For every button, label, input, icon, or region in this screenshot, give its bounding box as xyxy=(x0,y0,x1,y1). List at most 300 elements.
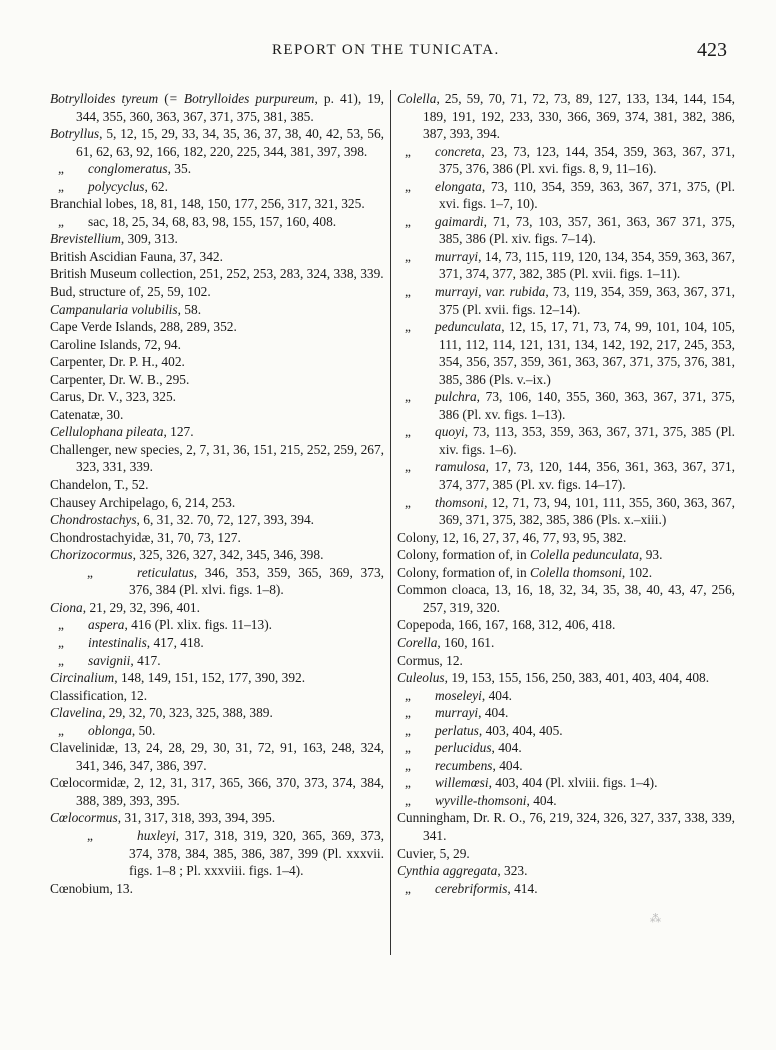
entry-references: 12. xyxy=(446,652,463,668)
index-entry xyxy=(50,599,384,617)
ditto-mark: „ xyxy=(405,792,411,808)
index-entry xyxy=(50,739,384,774)
entry-references: 18, 81, 148, 150, 177, 256, 317, 321, 325. xyxy=(140,196,365,212)
index-entry xyxy=(50,774,384,809)
entry-separator: , xyxy=(146,634,154,650)
entry-references: 58. xyxy=(184,301,202,317)
entry-references: 5, 12, 15, 29, 33, 34, 35, 36, 37, 38, 40, 42, 53, 56, 61, 62, 63, 92, 166, 182, 220, 225, 344, 381, 397, 398. xyxy=(76,126,384,159)
index-entry xyxy=(50,880,384,898)
entry-separator: , xyxy=(507,880,515,896)
entry-references: 160, 161. xyxy=(444,634,495,650)
entry-heading: Bud, structure of xyxy=(50,284,141,300)
entry-references: 19, 153, 155, 156, 250, 383, 401, 403, 404, 408. xyxy=(451,670,710,686)
entry-references: 30. xyxy=(106,406,124,422)
ditto-mark: „ xyxy=(405,284,411,300)
index-entry xyxy=(397,739,735,757)
index-entry xyxy=(50,406,384,424)
entry-heading: Culeolus xyxy=(397,670,445,686)
index-entry xyxy=(50,178,384,196)
entry-references: 323, 325. xyxy=(125,389,176,405)
entry-heading: savignii xyxy=(88,652,131,668)
index-entry xyxy=(50,301,384,319)
entry-separator: , xyxy=(488,775,496,791)
entry-heading: oblonga xyxy=(88,722,132,738)
entry-heading: Ciona xyxy=(50,599,83,615)
index-entry xyxy=(50,353,384,371)
index-entry xyxy=(397,774,735,792)
entry-separator: , xyxy=(132,547,140,563)
page-number: 423 xyxy=(697,39,727,61)
entry-heading: Cœnobium xyxy=(50,880,110,896)
entry-separator: , xyxy=(484,494,492,510)
entry-references: 346, 353, 359, 365, 369, 373, 376, 384 (Pl. xlvi. figs. 1–8). xyxy=(129,564,384,598)
entry-heading: Carpenter, Dr. P. H. xyxy=(50,354,155,370)
entry-heading: Corella xyxy=(397,634,438,650)
entry-separator: , xyxy=(99,126,107,142)
index-column-right xyxy=(397,90,735,897)
index-entry xyxy=(50,213,384,231)
entry-references: 52. xyxy=(131,477,149,493)
entry-references: 35. xyxy=(174,161,192,177)
entry-heading: Chausey Archipelago xyxy=(50,494,165,510)
index-entry xyxy=(397,616,735,634)
ditto-mark: „ xyxy=(405,740,411,756)
index-entry xyxy=(397,178,735,213)
index-entry xyxy=(50,441,384,476)
entry-references: 148, 149, 151, 152, 177, 390, 392. xyxy=(120,670,306,686)
entry-references: 402. xyxy=(161,354,185,370)
entry-heading: conglomeratus xyxy=(88,161,168,177)
entry-separator: , xyxy=(491,740,499,756)
index-entry xyxy=(50,388,384,406)
ditto-mark: „ xyxy=(405,213,411,229)
ditto-mark: „ xyxy=(58,213,64,229)
entry-separator: , xyxy=(137,336,145,352)
index-entry xyxy=(50,423,384,441)
entry-references: 166, 167, 168, 312, 406, 418. xyxy=(458,617,616,633)
entry-tail: , 93. xyxy=(639,547,663,563)
entry-separator: , xyxy=(144,178,152,194)
entry-separator: , xyxy=(167,161,175,177)
index-entry xyxy=(397,704,735,722)
running-title: REPORT ON THE TUNICATA. xyxy=(272,42,500,58)
index-entry xyxy=(397,213,735,248)
entry-references: 404. xyxy=(484,705,509,721)
entry-references: 18, 25, 34, 68, 83, 98, 155, 157, 160, 408. xyxy=(111,213,337,229)
index-entry xyxy=(50,546,384,564)
index-entry xyxy=(397,652,735,670)
entry-references: 2, 12, 31, 317, 365, 366, 370, 373, 374, 384, 388, 389, 393, 395. xyxy=(76,775,384,808)
entry-references: 414. xyxy=(514,880,538,896)
entry-separator: , xyxy=(82,599,90,615)
entry-heading: Chorizocormus xyxy=(50,547,133,563)
entry-heading: Cellulophana pileata xyxy=(50,424,164,440)
index-entry xyxy=(50,634,384,652)
entry-references: 31, 70, 73, 127. xyxy=(157,529,241,545)
ditto-mark: „ xyxy=(405,248,411,264)
entry-references: 309, 313. xyxy=(127,231,178,247)
index-entry xyxy=(397,687,735,705)
entry-heading: cerebriformis xyxy=(435,880,508,896)
index-entry xyxy=(50,371,384,389)
entry-heading: moseleyi xyxy=(435,687,482,703)
paper-speck: ⁂ xyxy=(650,913,661,925)
entry-references: 5, 29. xyxy=(439,845,470,861)
index-entry xyxy=(397,283,735,318)
entry-heading: Copepoda xyxy=(397,617,452,633)
entry-heading: Cynthia aggregata xyxy=(397,863,498,879)
entry-separator: , xyxy=(478,705,485,721)
entry-references: 25, 59, 70, 71, 72, 73, 89, 127, 133, 134, 144, 154, 189, 191, 192, 233, 330, 366, 369, 374, 381, 382, 386, 387, 393, 394. xyxy=(423,91,735,142)
entry-references: 325, 326, 327, 342, 345, 346, 398. xyxy=(139,547,324,563)
entry-heading: Carpenter, Dr. W. B. xyxy=(50,371,160,387)
entry-references: 404. xyxy=(488,687,512,703)
index-entry xyxy=(397,809,735,844)
index-entry xyxy=(397,564,735,582)
entry-separator: , xyxy=(478,248,485,264)
entry-heading: pedunculata xyxy=(435,319,502,335)
index-entry xyxy=(397,318,735,388)
index-entry xyxy=(50,318,384,336)
entry-references: 29, 32, 70, 323, 325, 388, 389. xyxy=(108,705,273,721)
index-entry xyxy=(397,722,735,740)
ditto-mark: „ xyxy=(58,161,64,177)
entry-heading: murrayi, var. rubida xyxy=(435,284,546,300)
entry-heading: elongata xyxy=(435,178,482,194)
index-entry xyxy=(397,143,735,178)
entry-heading: perlatus xyxy=(435,722,479,738)
entry-references: 12, 15, 17, 71, 73, 74, 99, 101, 104, 105, 111, 112, 114, 121, 131, 134, 142, 192, 217, 245, 353, 354, 356, 357, 359, 361, 363, 367, 371, 375, 376, 381, 385, 386 (Pls. v.–ix.) xyxy=(439,319,735,387)
entry-separator: , xyxy=(99,406,107,422)
entry-references: 403, 404 (Pl. xlviii. figs. 1–4). xyxy=(495,775,658,791)
entry-references: Colella pedunculata xyxy=(530,547,640,563)
entry-heading: British Museum collection xyxy=(50,266,193,282)
entry-heading: concreta xyxy=(435,143,482,159)
entry-separator: , xyxy=(437,634,445,650)
entry-heading: willemœsi xyxy=(435,775,489,791)
entry-heading: Brevistellium xyxy=(50,231,121,247)
entry-heading: reticulatus xyxy=(137,564,194,580)
entry-references: 76, 219, 324, 326, 327, 337, 338, 339, 341. xyxy=(423,810,735,843)
entry-heading: Caroline Islands xyxy=(50,336,138,352)
index-entry xyxy=(50,248,384,266)
entry-heading: Cœlocormus xyxy=(50,810,118,826)
ditto-mark: „ xyxy=(405,459,411,475)
ditto-mark: „ xyxy=(58,652,64,668)
entry-separator: , xyxy=(478,722,486,738)
entry-separator: , xyxy=(177,301,185,317)
entry-references: 417. xyxy=(137,652,161,668)
index-entry xyxy=(397,845,735,863)
entry-separator: , xyxy=(501,319,509,335)
ditto-mark: „ xyxy=(87,564,93,580)
entry-heading: Cœlocormidæ xyxy=(50,775,126,791)
entry-heading: Colella xyxy=(397,91,437,106)
entry-references: 417, 418. xyxy=(153,634,204,650)
entry-heading: Circinalium xyxy=(50,670,115,686)
entry-references: Colella thomsoni xyxy=(530,564,622,580)
ditto-mark: „ xyxy=(58,722,64,738)
entry-separator: , xyxy=(159,371,166,387)
entry-separator: , xyxy=(436,91,445,106)
ditto-mark: „ xyxy=(405,775,411,791)
entry-heading: Carus, Dr. V. xyxy=(50,389,120,405)
entry-separator: , xyxy=(163,424,171,440)
index-column-left xyxy=(50,90,384,897)
entry-references: 17, 73, 120, 144, 356, 361, 363, 367, 371, 374, 377, 385 (Pl. xv. figs. 14–17). xyxy=(439,459,735,493)
entry-heading: ramulosa xyxy=(435,459,486,475)
index-entry xyxy=(50,564,384,599)
index-entry xyxy=(50,283,384,301)
entry-separator: , xyxy=(125,775,134,791)
entry-heading: murrayi xyxy=(435,705,479,721)
entry-separator: , xyxy=(444,670,452,686)
entry-separator: , xyxy=(133,196,141,212)
entry-references: 295. xyxy=(165,371,190,387)
entry-separator: , xyxy=(130,652,138,668)
ditto-mark: „ xyxy=(58,634,64,650)
entry-separator: , xyxy=(179,441,187,457)
ditto-mark: „ xyxy=(405,424,411,440)
index-entry xyxy=(50,230,384,248)
entry-references: 25, 59, 102. xyxy=(147,284,211,300)
entry-references: 73, 113, 353, 359, 363, 367, 371, 375, 385 (Pl. xiv. figs. 1–6). xyxy=(439,424,735,457)
ditto-mark: „ xyxy=(405,389,411,405)
entry-separator: , xyxy=(483,213,493,229)
entry-separator: , xyxy=(522,810,530,826)
entry-heading: British Ascidian Fauna xyxy=(50,248,173,264)
index-entry xyxy=(397,862,735,880)
entry-separator: , xyxy=(192,266,200,282)
entry-separator: , xyxy=(102,705,109,721)
entry-references: 12, 71, 73, 94, 101, 111, 355, 360, 363, 367, 369, 371, 375, 382, 385, 386 (Pls. x.–xiii.) xyxy=(439,494,735,528)
entry-separator: ( xyxy=(158,91,169,106)
entry-separator: , xyxy=(119,389,126,405)
entry-heading: pulchra xyxy=(435,389,477,405)
index-entry xyxy=(50,687,384,705)
entry-references: 251, 252, 253, 283, 324, 338, 339. xyxy=(199,266,384,282)
index-entry xyxy=(50,827,384,880)
entry-tail: , 102. xyxy=(621,564,653,580)
entry-heading: Challenger, new species xyxy=(50,441,180,457)
entry-separator: , xyxy=(114,670,121,686)
index-entry xyxy=(397,494,735,529)
entry-references: 12, 16, 27, 37, 46, 77, 93, 95, 382. xyxy=(442,529,627,545)
ditto-mark: „ xyxy=(87,827,93,843)
entry-heading: Cunningham, Dr. R. O. xyxy=(397,810,523,826)
index-entry xyxy=(397,546,735,564)
ditto-mark: „ xyxy=(405,880,411,896)
index-entry xyxy=(397,880,735,898)
ditto-mark: „ xyxy=(405,319,411,335)
index-entry xyxy=(50,809,384,827)
entry-separator: , xyxy=(172,248,180,264)
entry-references: 13, 16, 18, 32, 34, 35, 38, 40, 43, 47, 256, 257, 319, 320. xyxy=(423,582,736,615)
entry-references: 288, 289, 352. xyxy=(159,319,237,335)
entry-heading: Chandelon, T. xyxy=(50,477,126,493)
entry-separator: , xyxy=(481,143,491,159)
entry-separator: , xyxy=(526,792,534,808)
entry-separator: , xyxy=(154,354,162,370)
entry-references: 72, 94. xyxy=(144,336,181,352)
index-entry xyxy=(50,336,384,354)
entry-references: 71, 73, 103, 357, 361, 363, 367 371, 375, 385, 386 (Pl. xiv. figs. 7–14). xyxy=(439,213,735,247)
index-entry xyxy=(50,476,384,494)
entry-heading: Botrylloides tyreum xyxy=(50,91,159,106)
index-entry xyxy=(397,388,735,423)
entry-heading: gaimardi xyxy=(435,213,484,229)
entry-separator: , xyxy=(125,477,132,493)
ditto-mark: „ xyxy=(405,705,411,721)
entry-separator: , xyxy=(492,757,500,773)
index-entry xyxy=(397,757,735,775)
entry-separator: , xyxy=(123,687,131,703)
entry-separator: , xyxy=(150,529,158,545)
entry-separator: , xyxy=(497,863,505,879)
entry-heading: Cape Verde Islands xyxy=(50,319,154,335)
index-entry xyxy=(50,160,384,178)
entry-separator: , xyxy=(140,284,148,300)
entry-separator: , xyxy=(485,459,495,475)
entry-references: 62. xyxy=(151,178,168,194)
index-entry xyxy=(50,265,384,283)
entry-separator: , xyxy=(486,582,495,598)
entry-separator: , xyxy=(476,389,486,405)
index-entry xyxy=(50,494,384,512)
entry-references: 2, 7, 31, 36, 151, 215, 252, 259, 267, 323, 331, 339. xyxy=(76,441,385,475)
index-entry xyxy=(397,669,735,687)
entry-references: 404. xyxy=(533,792,557,808)
entry-references: 6, 31, 32. 70, 72, 127, 393, 394. xyxy=(143,512,314,528)
entry-heading: Chondrostachys xyxy=(50,512,137,528)
index-entry xyxy=(397,90,735,143)
entry-references: 23, 73, 123, 144, 354, 359, 363, 367, 371, 375, 376, 386 (Pl. xvi. figs. 8, 9, 11–16). xyxy=(439,143,735,177)
entry-separator: , xyxy=(435,529,443,545)
entry-references: 37, 342. xyxy=(179,248,223,264)
index-entry xyxy=(397,423,735,458)
ditto-mark: „ xyxy=(405,494,411,510)
entry-separator: , xyxy=(193,564,205,580)
entry-heading: murrayi xyxy=(435,248,479,264)
entry-heading: aspera xyxy=(88,617,125,633)
entry-tail: , p. 41), 19, 344, 355, 360, 363, 367, 371, 375, 381, 385. xyxy=(76,91,385,124)
entry-heading: Cuvier xyxy=(397,845,433,861)
entry-heading: intestinalis xyxy=(88,634,147,650)
entry-separator: , xyxy=(481,178,491,194)
index-entry xyxy=(397,529,735,547)
index-entry xyxy=(50,529,384,547)
running-header xyxy=(0,39,776,64)
entry-heading: Branchial lobes xyxy=(50,196,134,212)
entry-references: 416 (Pl. xlix. figs. 11–13). xyxy=(131,617,273,633)
entry-separator: , xyxy=(131,722,139,738)
ditto-mark: „ xyxy=(405,722,411,738)
entry-separator: , xyxy=(439,652,447,668)
entry-heading: huxleyi xyxy=(137,827,176,843)
entry-references: 73, 106, 140, 355, 360, 363, 367, 371, 375, 386 (Pl. xv. figs. 1–13). xyxy=(439,389,735,422)
ditto-mark: „ xyxy=(405,178,411,194)
entry-separator: , xyxy=(117,810,125,826)
index-entry xyxy=(50,652,384,670)
entry-heading: Colony xyxy=(397,529,436,545)
entry-references: 31, 317, 318, 393, 394, 395. xyxy=(124,810,276,826)
index-entry xyxy=(50,125,384,160)
entry-separator: , xyxy=(136,512,144,528)
entry-heading: recumbens xyxy=(435,757,493,773)
index-entry xyxy=(50,511,384,529)
entry-references: 323. xyxy=(504,863,528,879)
entry-heading: thomsoni xyxy=(435,494,485,510)
entry-heading: Colony, formation of, in xyxy=(397,564,531,580)
entry-heading: polycyclus xyxy=(88,178,145,194)
entry-heading: perlucidus xyxy=(435,740,492,756)
entry-references: 6, 214, 253. xyxy=(171,494,236,510)
index-entry xyxy=(50,704,384,722)
entry-references: 127. xyxy=(170,424,194,440)
entry-separator: , xyxy=(153,319,160,335)
entry-references: 13. xyxy=(116,880,133,896)
entry-heading: Classification xyxy=(50,687,124,703)
entry-separator: , xyxy=(164,494,172,510)
entry-references: 73, 110, 354, 359, 363, 367, 371, 375, (Pl. xvi. figs. 1–7, 10). xyxy=(439,178,735,212)
index-entry xyxy=(50,616,384,634)
entry-separator: , xyxy=(120,231,128,247)
index-entry xyxy=(397,458,735,493)
ditto-mark: „ xyxy=(405,757,411,773)
entry-heading: wyville-thomsoni xyxy=(435,792,527,808)
index-entry xyxy=(397,634,735,652)
entry-separator: , xyxy=(481,687,489,703)
entry-separator: , xyxy=(124,617,132,633)
entry-heading: Catenatæ xyxy=(50,406,100,422)
index-entry xyxy=(50,195,384,213)
entry-separator: , xyxy=(451,617,458,633)
column-divider xyxy=(390,90,391,955)
entry-references: 317, 318, 319, 320, 365, 369, 373, 374, 378, 384, 385, 386, 387, 399 (Pl. xxxvii. figs. 1–8 ; Pl. xxxviii. figs. 1–4). xyxy=(129,827,384,879)
ditto-mark: „ xyxy=(405,687,411,703)
entry-heading: quoyi xyxy=(435,424,465,440)
entry-separator: , xyxy=(432,845,440,861)
ditto-mark: „ xyxy=(405,143,411,159)
index-entry xyxy=(397,792,735,810)
entry-separator: , xyxy=(114,740,124,756)
entry-heading: Cormus xyxy=(397,652,440,668)
ditto-mark: „ xyxy=(58,617,64,633)
entry-heading: Clavelinidæ xyxy=(50,740,115,756)
entry-heading: Clavelina xyxy=(50,705,103,721)
index-entry xyxy=(50,669,384,687)
entry-references: 73, 119, 354, 359, 363, 367, 371, 375 (Pl. xvii. figs. 12–14). xyxy=(439,284,735,317)
entry-separator: , xyxy=(545,284,553,300)
entry-references: = Botrylloides purpureum xyxy=(168,91,315,106)
ditto-mark: „ xyxy=(58,178,64,194)
entry-references: 403, 404, 405. xyxy=(485,722,563,738)
entry-references: 13, 24, 28, 29, 30, 31, 72, 91, 163, 248, 324, 341, 346, 347, 386, 397. xyxy=(76,740,384,773)
index-entry xyxy=(397,581,735,616)
entry-heading: Botryllus xyxy=(50,126,100,142)
entry-references: 404. xyxy=(498,740,522,756)
entry-heading: sac xyxy=(88,213,106,229)
entry-heading: Chondrostachyidæ xyxy=(50,529,151,545)
entry-separator: , xyxy=(464,424,473,440)
entry-separator: , xyxy=(175,827,185,843)
entry-separator: , xyxy=(105,213,112,229)
entry-references: 404. xyxy=(499,757,523,773)
entry-references: 50. xyxy=(138,722,156,738)
entry-heading: Common cloaca xyxy=(397,582,487,598)
index-entry xyxy=(50,722,384,740)
entry-heading: Campanularia volubilis xyxy=(50,301,178,317)
